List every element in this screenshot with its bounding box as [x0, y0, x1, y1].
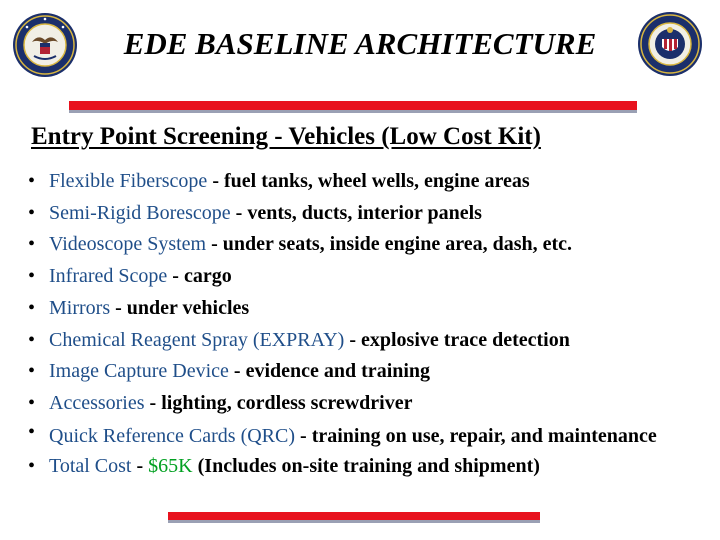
- item-separator: -: [295, 424, 312, 447]
- bullet-dot: •: [28, 328, 36, 351]
- item-description: under vehicles: [126, 296, 250, 319]
- footer-divider: [168, 512, 540, 523]
- item-name: Chemical Reagent Spray (EXPRAY): [49, 328, 345, 351]
- item-separator: -: [167, 265, 184, 288]
- bullet-dot: •: [28, 170, 36, 192]
- navy-seal-logo: [12, 12, 78, 78]
- bullet-dot: •: [28, 296, 36, 319]
- item-description: vents, ducts, interior panels: [247, 201, 482, 224]
- total-cost-value: $65K: [148, 454, 193, 477]
- total-cost-note: (Includes on-site training and shipment): [197, 454, 540, 477]
- bullet-dot: •: [28, 420, 36, 443]
- item-description: fuel tanks, wheel wells, engine areas: [223, 170, 530, 192]
- item-description: lighting, cordless screwdriver: [161, 391, 413, 414]
- equipment-list: [28, 166, 708, 482]
- item-separator: -: [144, 391, 162, 414]
- item-separator: -: [228, 360, 246, 383]
- list-item: [28, 356, 708, 388]
- item-separator: -: [344, 328, 361, 351]
- bullet-dot: •: [28, 233, 36, 256]
- item-description: cargo: [183, 265, 232, 288]
- item-name: Accessories: [49, 391, 145, 414]
- item-name: Mirrors: [49, 296, 111, 319]
- bullet-dot: •: [28, 391, 36, 414]
- total-cost-item: [28, 451, 708, 483]
- bullet-dot: •: [28, 454, 36, 477]
- item-name: Image Capture Device: [49, 360, 229, 383]
- list-item: [28, 388, 708, 420]
- list-item: [28, 420, 708, 451]
- item-separator: -: [131, 454, 149, 477]
- item-description: evidence and training: [245, 360, 431, 383]
- item-separator: -: [230, 201, 248, 224]
- list-item: [28, 229, 708, 261]
- list-item: [28, 261, 708, 293]
- slide-subtitle: Entry Point Screening - Vehicles (Low Cost Kit): [31, 123, 541, 150]
- item-separator: -: [207, 170, 224, 192]
- list-item: [28, 198, 708, 230]
- item-description: training on use, repair, and maintenance: [311, 424, 657, 447]
- list-item: [28, 325, 708, 357]
- title-divider: [69, 101, 637, 113]
- coast-guard-seal-logo: [637, 11, 703, 77]
- item-separator: -: [110, 296, 127, 319]
- item-name: Quick Reference Cards (QRC): [49, 424, 296, 447]
- list-item: [28, 293, 708, 325]
- item-name: Semi-Rigid Borescope: [49, 201, 231, 224]
- slide-title: EDE BASELINE ARCHITECTURE: [123, 26, 597, 61]
- bullet-dot: •: [28, 201, 36, 224]
- bullet-dot: •: [28, 265, 36, 288]
- item-name: Flexible Fiberscope: [49, 170, 208, 192]
- item-name: Videoscope System: [49, 233, 207, 256]
- item-separator: -: [206, 233, 223, 256]
- item-description: explosive trace detection: [361, 328, 570, 351]
- item-name: Infrared Scope: [49, 265, 168, 288]
- total-cost-label: Total Cost: [49, 454, 132, 477]
- item-description: under seats, inside engine area, dash, etc.: [222, 233, 573, 256]
- list-item: [28, 166, 708, 198]
- bullet-dot: •: [28, 360, 36, 383]
